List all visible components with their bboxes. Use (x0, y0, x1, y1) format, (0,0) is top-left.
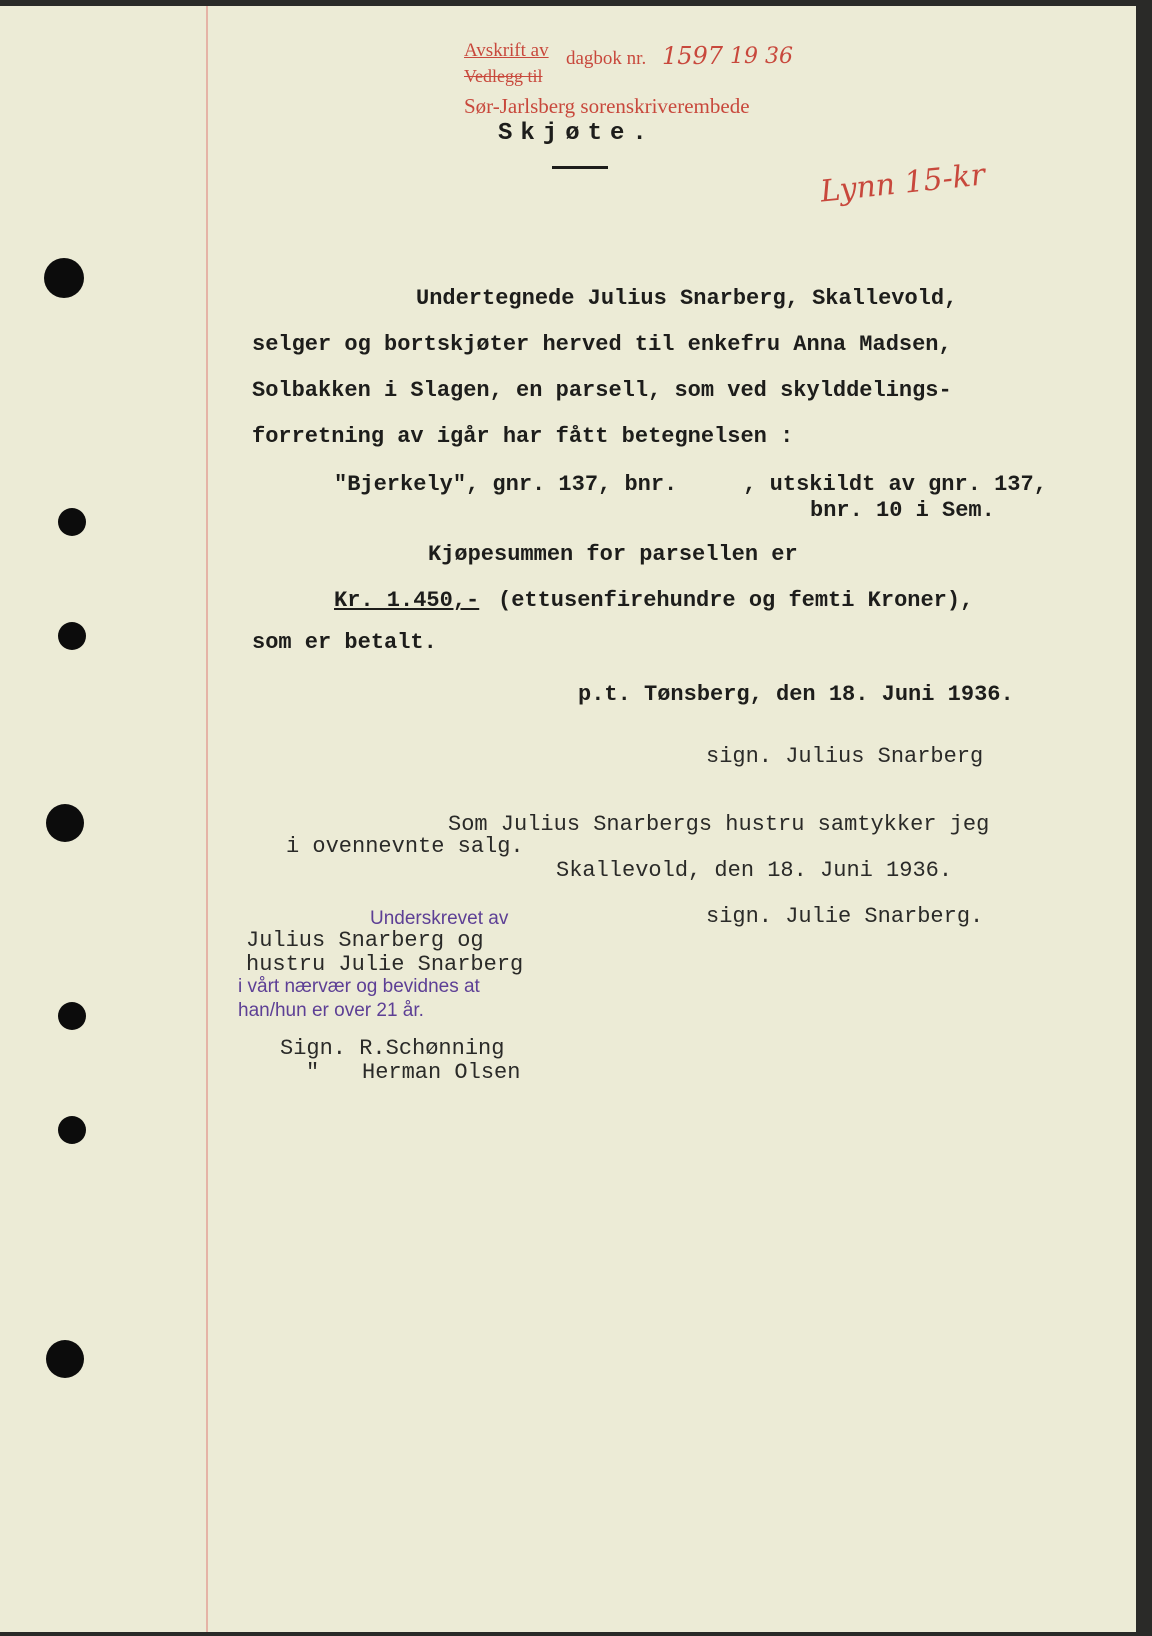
consent-line: Som Julius Snarbergs hustru samtykker jeg (448, 812, 990, 837)
witness-signature: Herman Olsen (362, 1060, 521, 1085)
punch-hole (58, 508, 86, 536)
consent-place-date: Skallevold, den 18. Juni 1936. (556, 858, 953, 883)
stamp-vedlegg: Vedlegg til (464, 66, 543, 86)
dagbok-year: 19 36 (730, 44, 793, 69)
document-page (0, 6, 1136, 1632)
witness-signature: Sign. R.Schønning (280, 1036, 505, 1061)
stamp-avskrift: Avskrift av (464, 40, 549, 61)
consent-line: i ovennevnte salg. (286, 834, 524, 859)
body-line: selger og bortskjøter herved til enkefru Anna Madsen, (252, 332, 952, 357)
witness-stamp: i vårt nærvær og bevidnes at (238, 976, 480, 997)
purchase-amount: Kr. 1.450,- (334, 588, 480, 613)
witness-names: hustru Julie Snarberg (246, 952, 524, 977)
body-line: Kjøpesummen for parsellen er (428, 542, 798, 567)
body-line: bnr. 10 i Sem. (810, 498, 995, 523)
place-date: p.t. Tønsberg, den 18. Juni 1936. (578, 682, 1014, 707)
punch-hole (58, 1116, 86, 1144)
punch-hole (46, 1340, 84, 1378)
margin-line (206, 6, 208, 1632)
stamp-court: Sør-Jarlsberg sorenskriverembede (464, 94, 750, 118)
seller-signature: sign. Julius Snarberg (706, 744, 984, 769)
amount-in-words: (ettusenfirehundre og femti Kroner), (498, 588, 974, 613)
body-line: Undertegnede Julius Snarberg, Skallevold, (416, 286, 958, 311)
body-line: forretning av igår har fått betegnelsen : (252, 424, 794, 449)
witness-names: Julius Snarberg og (246, 928, 484, 953)
spouse-signature: sign. Julie Snarberg. (706, 904, 984, 929)
dagbok-number: 1597 (662, 42, 724, 70)
witness-stamp: Underskrevet av (370, 908, 509, 929)
document-title: Skjøte. (498, 120, 655, 147)
stamp-dagbok: dagbok nr. (566, 48, 647, 69)
margin-note: Lynn 15-kr (818, 157, 987, 210)
body-line: som er betalt. (252, 630, 437, 655)
body-line: Solbakken i Slagen, en parsell, som ved skylddelings- (252, 378, 952, 403)
punch-hole (58, 1002, 86, 1030)
ditto-mark: " (306, 1060, 320, 1085)
punch-hole (44, 258, 84, 298)
punch-hole (46, 804, 84, 842)
title-rule (552, 166, 608, 169)
body-line: "Bjerkely", gnr. 137, bnr. , utskildt av gnr. 137, (334, 472, 1047, 497)
punch-hole (58, 622, 86, 650)
witness-stamp: han/hun er over 21 år. (238, 1000, 424, 1021)
